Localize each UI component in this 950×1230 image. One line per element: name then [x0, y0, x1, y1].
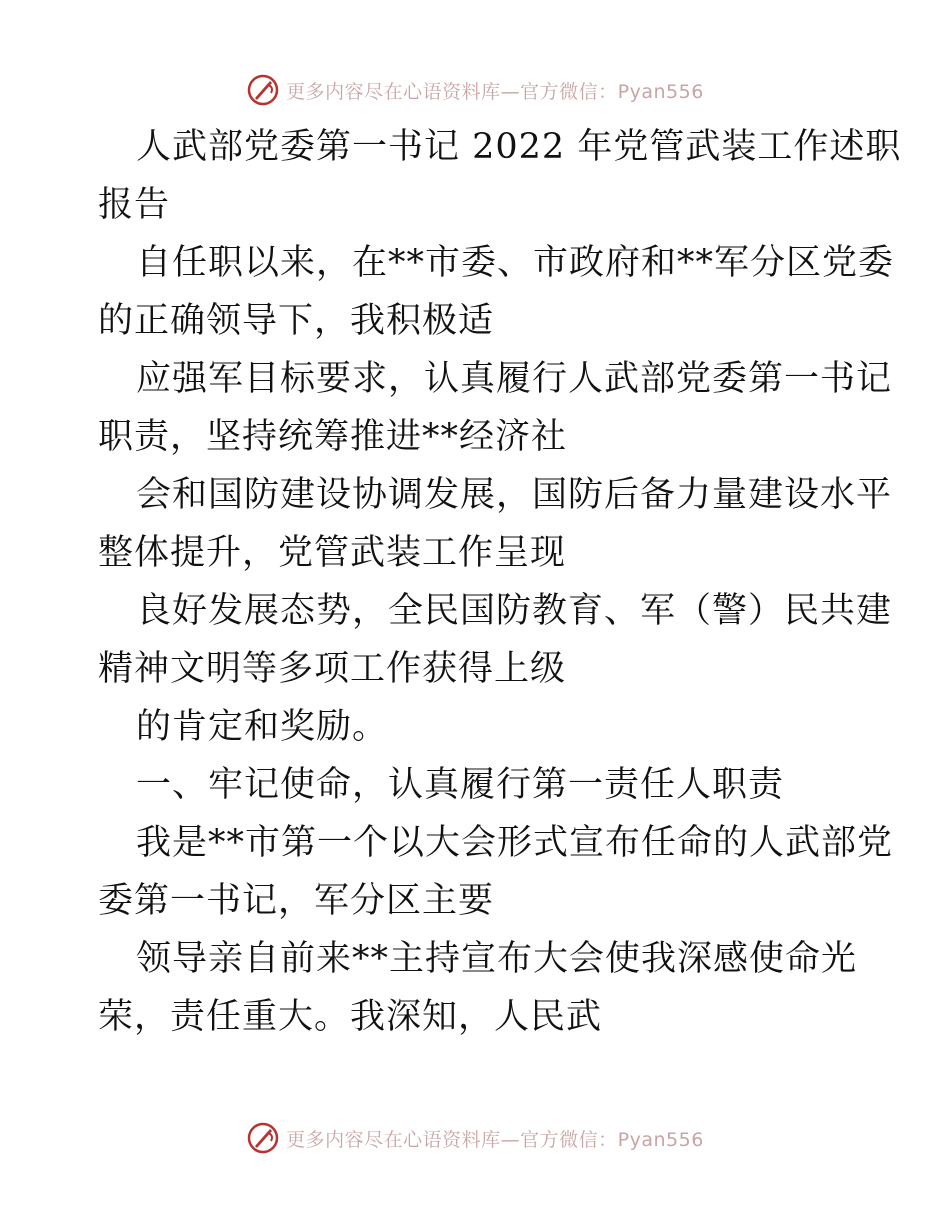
- document-body: [98, 118, 902, 1046]
- text-line: 领导亲自前来**主持宣布大会使我深感使命光: [136, 939, 858, 979]
- quill-logo-icon: [246, 73, 280, 107]
- text-line: 荣，责任重大。我深知，人民武: [98, 997, 603, 1037]
- text-line: 整体提升，党管武装工作呈现: [98, 533, 567, 573]
- text-line: 良好发展态势，全民国防教育、军（警）民共建: [136, 591, 893, 631]
- text-line: 会和国防建设协调发展，国防后备力量建设水平: [136, 475, 893, 515]
- text-line: 应强军目标要求，认真履行人武部党委第一书记: [136, 359, 893, 399]
- text-line: 我是**市第一个以大会形式宣布任命的人武部党: [136, 823, 894, 863]
- text-line: 精神文明等多项工作获得上级: [98, 649, 567, 689]
- text-line: 报告: [98, 185, 171, 225]
- text-line: 人武部党委第一书记 2022 年党管武装工作述职: [136, 127, 902, 167]
- banner-text: 更多内容尽在心语资料库—官方微信：Pyan556: [286, 1128, 704, 1151]
- header-banner: [0, 70, 950, 110]
- text-line: 一、牢记使命，认真履行第一责任人职责: [136, 765, 785, 805]
- text-line: 职责，坚持统筹推进**经济社: [98, 417, 568, 457]
- banner-text: 更多内容尽在心语资料库—官方微信：Pyan556: [286, 80, 704, 103]
- text-line: 的正确领导下，我积极适: [98, 301, 495, 341]
- quill-logo-icon: [246, 1121, 280, 1155]
- footer-banner: [0, 1118, 950, 1158]
- text-line: 委第一书记，军分区主要: [98, 881, 495, 921]
- text-line: 的肯定和奖励。: [136, 707, 389, 747]
- text-line: 自任职以来，在**市委、市政府和**军分区党委: [136, 243, 895, 283]
